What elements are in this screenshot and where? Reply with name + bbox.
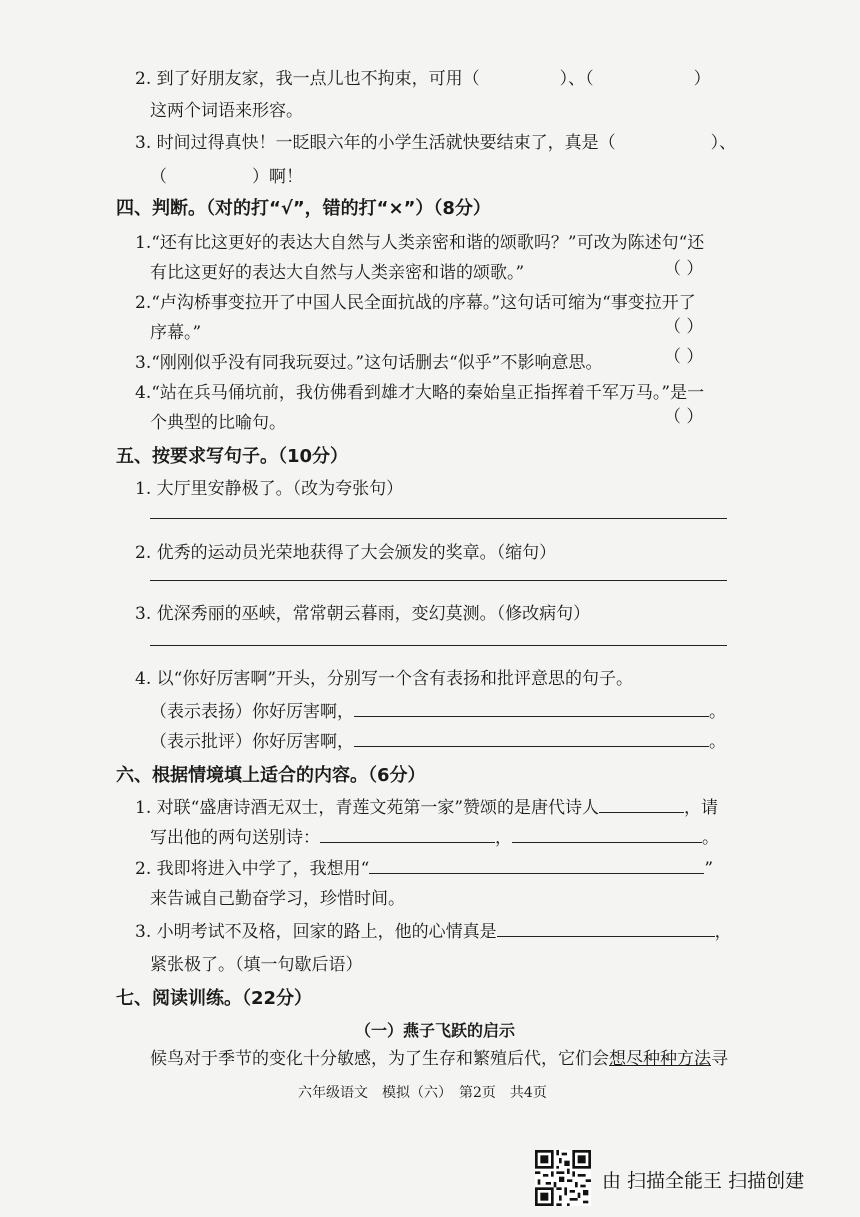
q4-2-line2: 序幕。”	[150, 323, 202, 343]
answer-line[interactable]	[150, 580, 727, 581]
answer-paren[interactable]: （ ）	[664, 259, 704, 279]
q6-2-line2: 来告诫自己勤奋学习，珍惜时间。	[150, 889, 405, 909]
q6-3-line2: 紧张极了。（填一句歇后语）	[150, 955, 363, 975]
q3-3-line1: 3. 时间过得真快！一眨眼六年的小学生活就快要结束了，真是（ ）、	[135, 133, 737, 153]
passage-text: 候鸟对于季节的变化十分敏感，为了生存和繁殖后代，它们会想尽种种方法寻	[150, 1049, 728, 1069]
answer-blank[interactable]	[320, 826, 495, 843]
q4-1-line1: 1.“还有比这更好的表达大自然与人类亲密和谐的颂歌吗？”可改为陈述句“还	[135, 233, 705, 253]
q6-1-line1: 1. 对联“盛唐诗酒无双士，青莲文苑第一家”赞颂的是唐代诗人 ，请	[135, 798, 719, 818]
section-5-heading: 五、按要求写句子。（10分）	[116, 446, 349, 467]
passage-title: （一）燕子飞跃的启示	[355, 1021, 516, 1040]
scanner-watermark: 由 扫描全能王 扫描创建	[602, 1170, 805, 1192]
answer-blank[interactable]	[497, 920, 715, 937]
answer-blank[interactable]	[354, 700, 709, 717]
answer-line[interactable]	[150, 645, 727, 646]
answer-blank[interactable]	[512, 826, 702, 843]
q3-3-line2: （ ）啊！	[150, 167, 303, 187]
q4-3: 3.“刚刚似乎没有同我玩耍过。”这句话删去“似乎”不影响意思。	[135, 353, 603, 373]
answer-paren[interactable]: （ ）	[664, 407, 704, 427]
qr-code-icon	[535, 1150, 591, 1206]
q4-2-line1: 2.“卢沟桥事变拉开了中国人民全面抗战的序幕。”这句话可缩为“事变拉开了	[135, 293, 696, 313]
answer-blank[interactable]	[599, 796, 684, 813]
answer-line[interactable]	[150, 518, 727, 519]
q5-2: 2. 优秀的运动员光荣地获得了大会颁发的奖章。（缩句）	[135, 543, 557, 563]
q3-2-line1: 2. 到了好朋友家，我一点儿也不拘束，可用（ ）、（ ）	[135, 69, 711, 89]
answer-blank[interactable]	[354, 730, 709, 747]
q4-4-line2: 个典型的比喻句。	[150, 413, 286, 433]
q6-3-line1: 3. 小明考试不及格，回家的路上，他的心情真是 ，	[135, 922, 732, 942]
section-7-heading: 七、阅读训练。（22分）	[116, 988, 313, 1009]
q5-4-criticize: （表示批评）你好厉害啊， 。	[150, 732, 726, 752]
section-4-heading: 四、判断。（对的打“√”，错的打“×”）（8分）	[116, 198, 491, 219]
q5-4-praise: （表示表扬）你好厉害啊， 。	[150, 702, 726, 722]
q3-2-line2: 这两个词语来形容。	[150, 101, 303, 121]
q5-1: 1. 大厅里安静极了。（改为夸张句）	[135, 479, 404, 499]
answer-blank[interactable]	[369, 857, 704, 874]
q5-4: 4. 以“你好厉害啊”开头，分别写一个含有表扬和批评意思的句子。	[135, 669, 634, 689]
answer-paren[interactable]: （ ）	[664, 347, 704, 367]
answer-paren[interactable]: （ ）	[664, 317, 704, 337]
q6-1-line2: 写出他的两句送别诗： ， 。	[150, 828, 719, 848]
section-6-heading: 六、根据情境填上适合的内容。（6分）	[116, 765, 426, 786]
q6-2-line1: 2. 我即将进入中学了，我想用“ ”	[135, 859, 714, 879]
q5-3: 3. 优深秀丽的巫峡，常常朝云暮雨，变幻莫测。（修改病句）	[135, 604, 591, 624]
page-footer: 六年级语文 模拟（六） 第2页 共4页	[298, 1085, 547, 1101]
answer-space[interactable]	[480, 68, 560, 84]
q4-4-line1: 4.“站在兵马俑坑前，我仿佛看到雄才大略的秦始皇正指挥着千军万马。”是一	[135, 383, 705, 403]
q4-1-line2: 有比这更好的表达大自然与人类亲密和谐的颂歌。”	[150, 263, 525, 283]
